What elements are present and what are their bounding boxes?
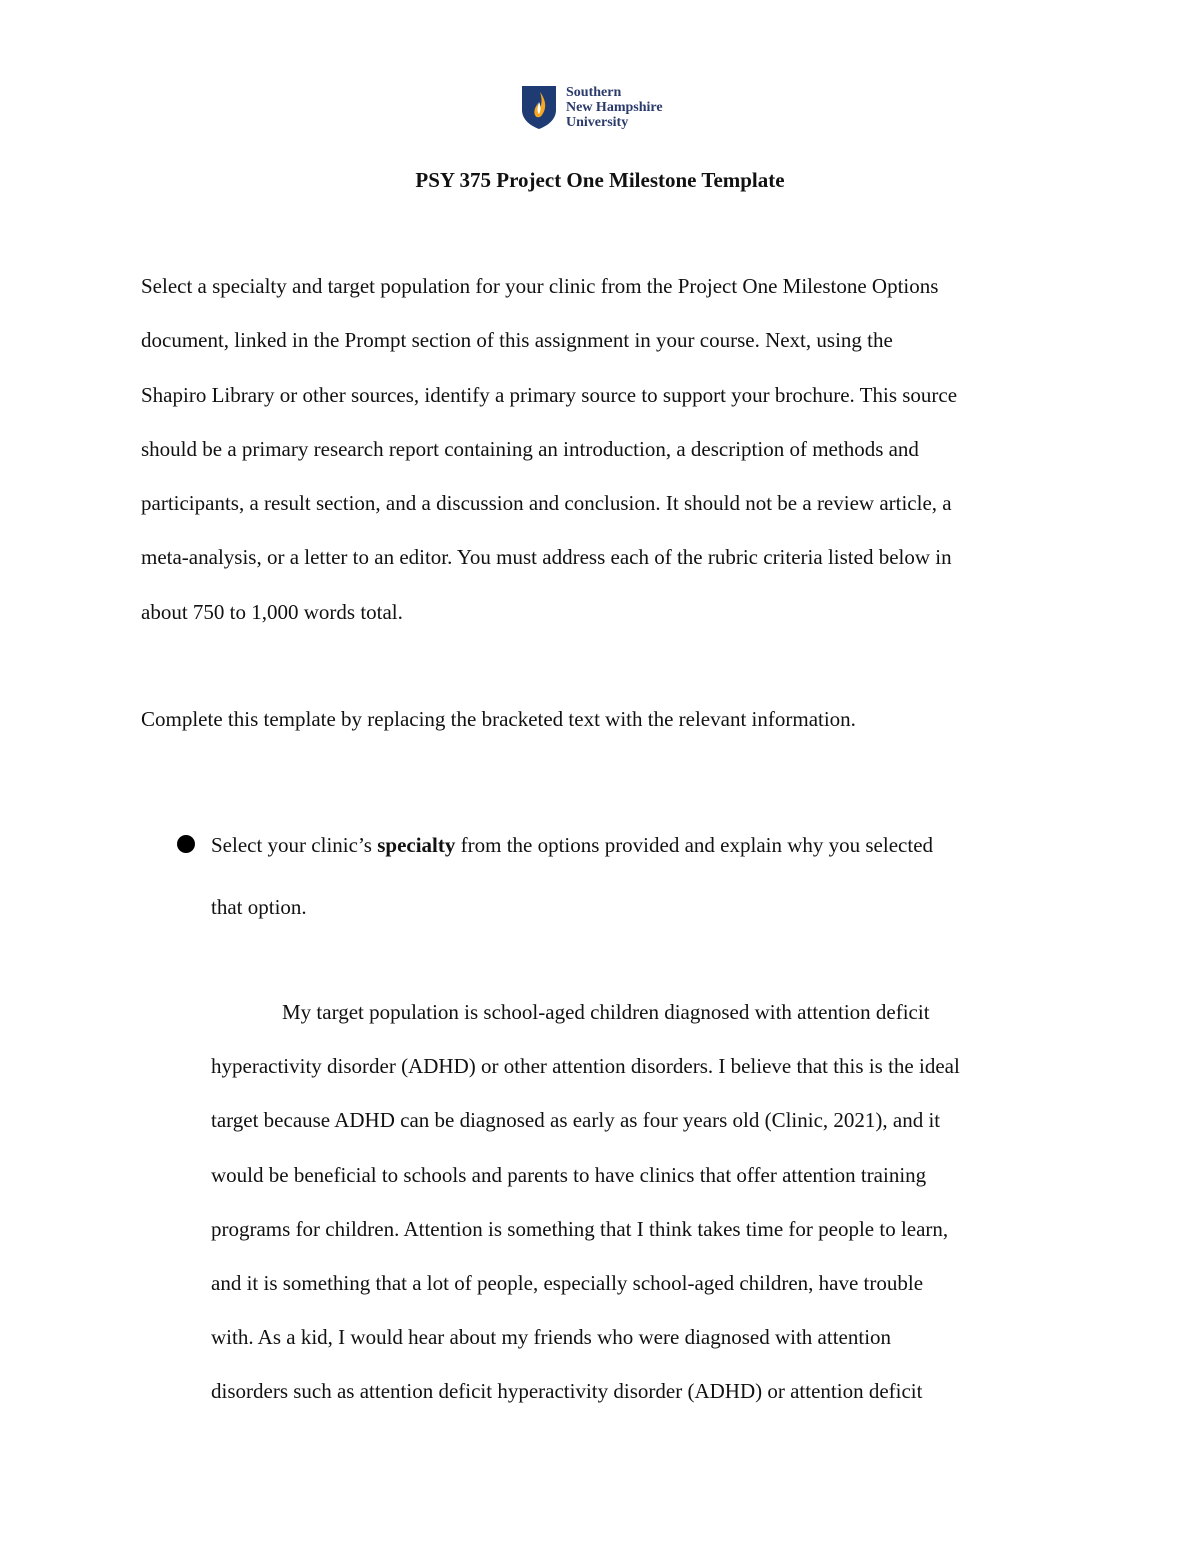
- answer-line: target because ADHD can be diagnosed as early as four years old (Clinic, 2021), and it: [211, 1108, 941, 1133]
- intro-line: about 750 to 1,000 words total.: [141, 599, 403, 624]
- shield-flame-icon: [520, 84, 558, 130]
- intro-paragraph: [141, 259, 1071, 639]
- bullet-item-specialty: [211, 814, 933, 938]
- intro-line: Shapiro Library or other sources, identify a primary source to support your brochure. This source: [141, 382, 958, 407]
- answer-paragraph: [211, 985, 960, 1419]
- intro-line: document, linked in the Prompt section of this assignment in your course. Next, using the: [141, 328, 893, 353]
- answer-line: My target population is school-aged children diagnosed with attention deficit: [282, 1000, 930, 1024]
- intro-line: participants, a result section, and a discussion and conclusion. It should not be a review article, a: [141, 491, 952, 516]
- bullet-text-after: from the options provided and explain why you selected: [455, 833, 934, 857]
- intro-line: Select a specialty and target population for your clinic from the Project One Milestone Options: [141, 274, 939, 298]
- logo-line-3: University: [566, 114, 629, 130]
- logo-line-2: New Hampshire: [566, 99, 663, 115]
- instruction-paragraph: [141, 692, 1071, 746]
- answer-line: with. As a kid, I would hear about my friends who were diagnosed with attention: [211, 1325, 892, 1350]
- bullet-dot-icon: [177, 835, 195, 853]
- intro-line: meta-analysis, or a letter to an editor. You must address each of the rubric criteria listed below in: [141, 545, 952, 570]
- answer-line: programs for children. Attention is something that I think takes time for people to learn,: [211, 1216, 949, 1241]
- instruction-line: Complete this template by replacing the bracketed text with the relevant information.: [141, 707, 856, 731]
- university-logo: [520, 84, 663, 130]
- intro-line: should be a primary research report containing an introduction, a description of methods and: [141, 436, 919, 461]
- bullet-line-2: that option.: [211, 895, 307, 919]
- logo-wordmark: [566, 85, 663, 130]
- answer-line: would be beneficial to schools and parents to have clinics that offer attention training: [211, 1162, 927, 1187]
- document-title: PSY 375 Project One Milestone Template: [415, 168, 785, 192]
- logo-line-1: Southern: [566, 84, 622, 100]
- answer-line: hyperactivity disorder (ADHD) or other attention disorders. I believe that this is the ideal: [211, 1054, 960, 1079]
- bullet-line-1: [211, 814, 933, 876]
- answer-line: disorders such as attention deficit hyperactivity disorder (ADHD) or attention deficit: [211, 1379, 923, 1404]
- bullet-text-bold: specialty: [377, 833, 456, 857]
- bullet-text-before: Select your clinic’s: [211, 833, 378, 857]
- answer-line: and it is something that a lot of people, especially school-aged children, have trouble: [211, 1271, 924, 1296]
